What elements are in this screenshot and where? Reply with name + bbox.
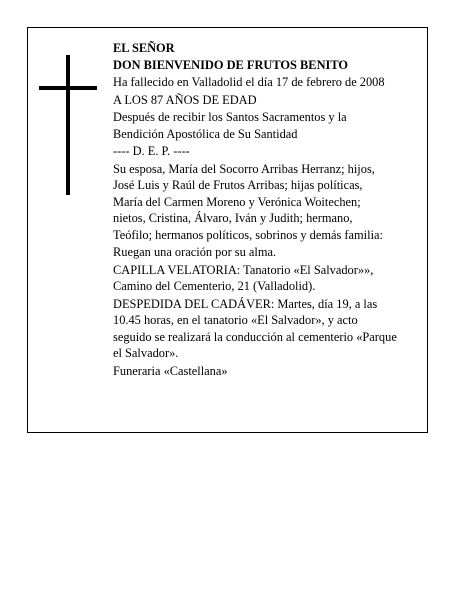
death-date-line: Ha fallecido en Valladolid el día 17 de febrero de 2008 [113, 75, 385, 89]
notice-body [113, 40, 453, 380]
chapel-paragraph [113, 262, 453, 295]
farewell-line-2: 10.45 horas, en el tanatorio «El Salvador», y acto [113, 313, 358, 327]
prayer-paragraph [113, 244, 453, 261]
death-announcement [113, 74, 453, 91]
heading-title: EL SEÑOR [113, 41, 175, 55]
farewell-line-3: seguido se realizará la conducción al cementerio «Parque [113, 329, 397, 344]
sacraments-paragraph [113, 109, 453, 142]
sacraments-line-2: Bendición Apostólica de Su Santidad [113, 126, 298, 141]
age-announcement [113, 92, 453, 109]
farewell-paragraph [113, 296, 453, 362]
chapel-line-2: Camino del Cementerio, 21 (Valladolid). [113, 279, 316, 293]
funeral-home-paragraph [113, 363, 453, 380]
family-line-5: Teófilo; hermanos políticos, sobrinos y demás familia: [113, 227, 383, 242]
farewell-line-1: DESPEDIDA DEL CADÁVER: Martes, día 19, a las [113, 296, 378, 311]
funeral-home-line: Funeraria «Castellana» [113, 363, 228, 378]
rip-line: ---- D. E. P. ---- [113, 144, 190, 158]
farewell-line-4: el Salvador». [113, 346, 179, 360]
family-line-4: nietos, Cristina, Álvaro, Iván y Judith; hermano, [113, 211, 353, 225]
rip-paragraph [113, 143, 453, 160]
sacraments-line-1: Después de recibir los Santos Sacramentos y la [113, 110, 347, 124]
family-line-2: José Luis y Raúl de Frutos Arribas; hijas políticas, [113, 178, 363, 192]
deceased-name: DON BIENVENIDO DE FRUTOS BENITO [113, 57, 349, 72]
age-line: A LOS 87 AÑOS DE EDAD [113, 92, 257, 107]
cross-icon [39, 55, 97, 195]
family-line-3: María del Carmen Moreno y Verónica Woitechen; [113, 194, 361, 209]
deceased-heading [113, 40, 453, 73]
cross-vertical-bar [66, 55, 70, 195]
chapel-line-1: CAPILLA VELATORIA: Tanatorio «El Salvador»», [113, 262, 374, 277]
prayer-line: Ruegan una oración por su alma. [113, 245, 277, 259]
cross-horizontal-bar [39, 86, 97, 90]
family-line-1: Su esposa, María del Socorro Arribas Herranz; hijos, [113, 161, 375, 176]
family-paragraph [113, 161, 453, 244]
